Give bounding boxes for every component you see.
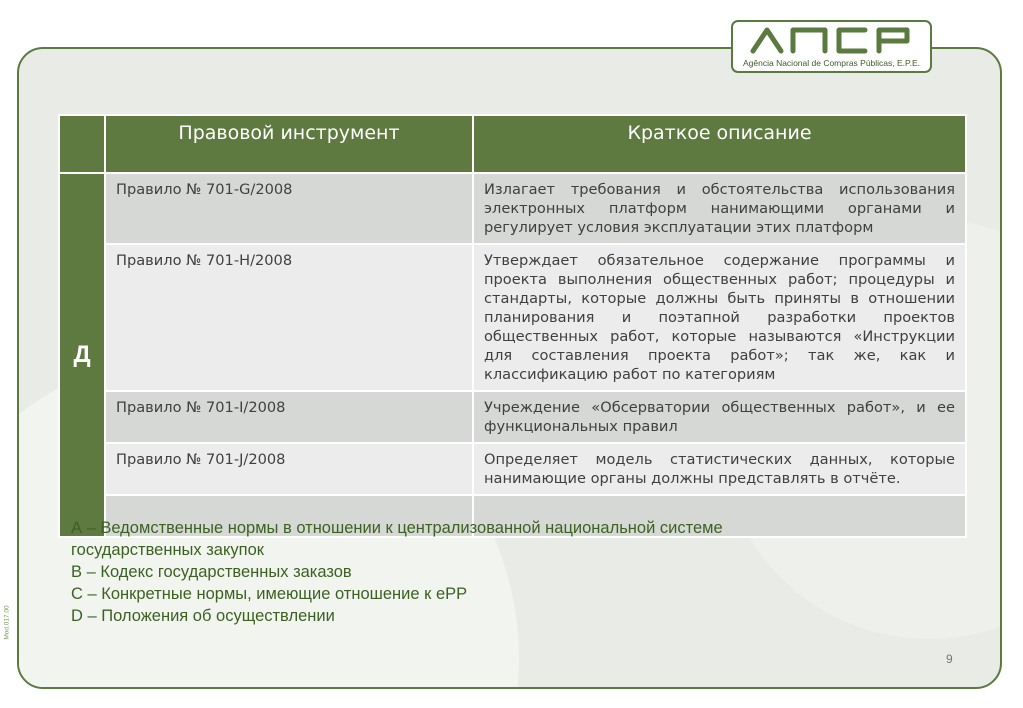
ancp-logo-mark <box>733 26 930 58</box>
ancp-logo-icon <box>747 26 917 54</box>
legend-item: С – Конкретные нормы, имеющие отношение к ePP <box>71 585 468 603</box>
document-code <box>4 605 16 645</box>
description-cell: Излагает требования и обстоятельства использования электронных платформ нанимающими органами и регулирует условия эксплуатации этих платформ <box>473 173 966 244</box>
ancp-logo <box>731 20 932 73</box>
instrument-cell: Правило № 701-H/2008 <box>105 244 473 391</box>
table-row <box>59 443 966 495</box>
side-category-label: Д <box>59 173 105 537</box>
legend-item: D – Положения об осуществлении <box>71 607 335 625</box>
table-row <box>59 391 966 443</box>
document-code-text: Mod.017.00 <box>3 605 11 640</box>
header-cell-blank <box>59 115 105 173</box>
description-cell: Определяет модель статистических данных, которые нанимающие органы должны представлять в отчёте. <box>473 443 966 495</box>
description-cell: Утверждает обязательное содержание программы и проекта выполнения общественных работ; процедуры и стандарты, которые должны быть приняты в отношении планирования и поэтапной разработки проектов общественных работ, которые называются «Инструкции для составления проекта работ»; так же, как и классификацию работ по категориям <box>473 244 966 391</box>
legend-item: А – Ведомственные нормы в отношении к централизованной национальной системе государственных закупок <box>71 519 723 559</box>
legend-item: В – Кодекс государственных заказов <box>71 563 352 581</box>
table-header-row <box>59 115 966 173</box>
header-cell-description: Краткое описание <box>473 115 966 173</box>
table-row <box>59 244 966 391</box>
ancp-logo-subtitle: Agência Nacional de Compras Públicas, E.P.E. <box>742 58 921 68</box>
description-cell: Учреждение «Обсерватории общественных работ», и ее функциональных правил <box>473 391 966 443</box>
table-row <box>59 173 966 244</box>
instrument-cell: Правило № 701-I/2008 <box>105 391 473 443</box>
header-cell-instrument: Правовой инструмент <box>105 115 473 173</box>
instrument-cell: Правило № 701-J/2008 <box>105 443 473 495</box>
legal-instruments-table <box>58 114 967 538</box>
page-number: 9 <box>946 652 953 666</box>
legend <box>71 517 831 627</box>
instrument-cell: Правило № 701-G/2008 <box>105 173 473 244</box>
